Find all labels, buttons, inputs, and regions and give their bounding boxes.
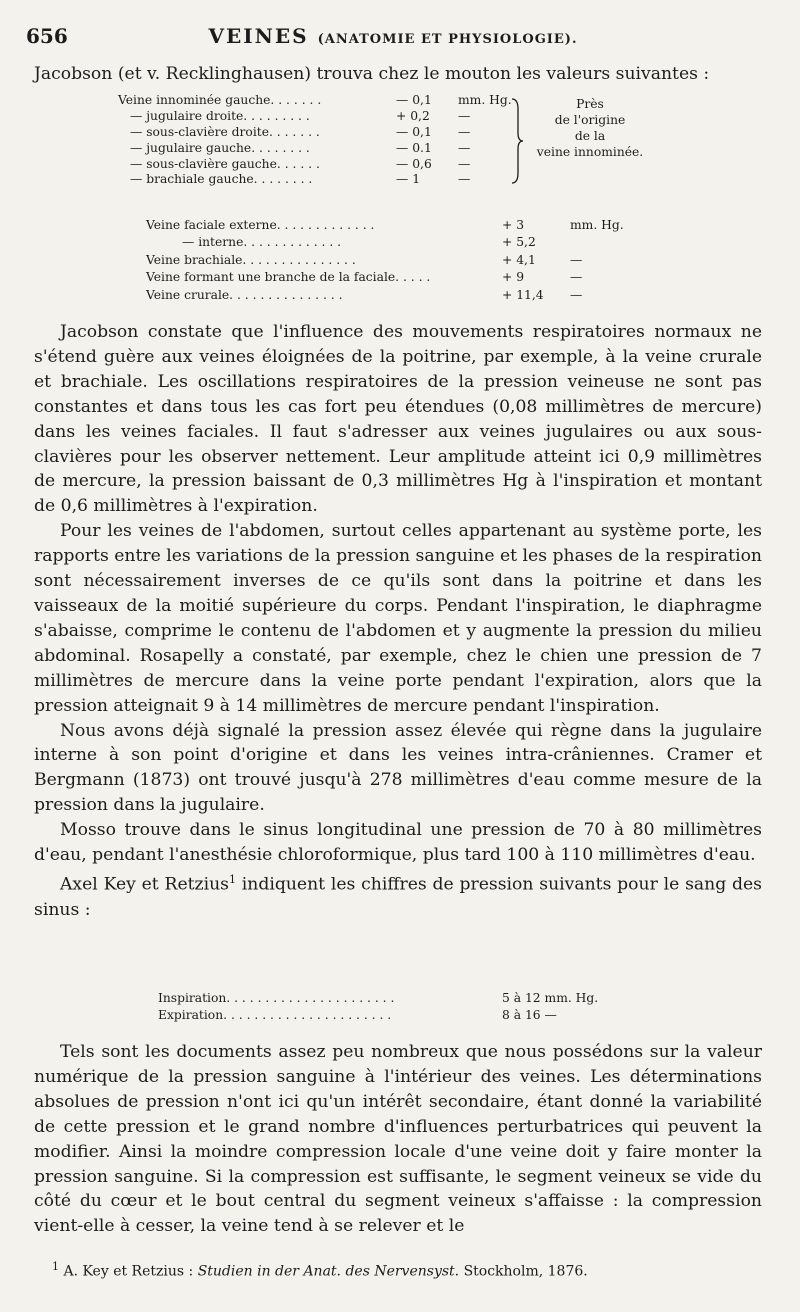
brace-note: [520, 97, 660, 161]
table-value: + 0,2: [396, 108, 430, 123]
table-label: — sous-clavière gauche. . . . . .: [130, 156, 320, 171]
brace-note-line: Près: [576, 97, 604, 111]
table-unit: —: [458, 156, 471, 171]
table-row: [146, 269, 666, 286]
table-unit: —: [570, 252, 583, 267]
paragraph-key-retzius: [34, 868, 762, 923]
table-value: + 9: [502, 270, 525, 285]
table-value: 5 à 12 mm. Hg.: [502, 991, 599, 1005]
table-mouton-pressions: [118, 93, 678, 188]
table-row: [158, 1007, 638, 1024]
final-text-block: [34, 1040, 762, 1239]
intro-text: Jacobson (et v. Recklinghausen) trouva chez le mouton les valeurs suivantes :: [34, 64, 710, 84]
paragraph-jugulaire: Nous avons déjà signalé la pression assez élevée qui règne dans la jugulaire interne à son point d'origine et dans les veines intra-crâniennes. Cramer et Bergmann (1873) ont trouvé jusqu'à 278 millimètres d'eau comme mesure de la pression dans la jugulaire.: [34, 720, 762, 816]
brace-note-line: de l'origine: [554, 112, 626, 127]
table-value: — 0,1: [396, 124, 432, 139]
table-value: — 0,1: [396, 93, 432, 107]
table-label: Veine formant une branche de la faciale. . . . .: [146, 270, 431, 285]
footnote-reference: 1: [228, 872, 236, 886]
table-value: — 0,6: [396, 156, 432, 171]
table-unit: —: [458, 140, 471, 155]
page-header: [26, 20, 760, 50]
table-unit: —: [570, 287, 583, 302]
table-label: — brachiale gauche. . . . . . . .: [130, 172, 313, 187]
table-label: — jugulaire gauche. . . . . . . .: [130, 140, 310, 155]
table-unit: —: [570, 270, 583, 285]
table-label: Expiration. . . . . . . . . . . . . . . . . . . . . .: [158, 1007, 392, 1022]
table-label: Veine brachiale. . . . . . . . . . . . . . .: [146, 252, 356, 267]
table-row: [146, 287, 666, 304]
footnote: [52, 1260, 772, 1280]
table-unit: —: [458, 108, 471, 123]
table-value: + 4,1: [502, 252, 536, 267]
table-value: 8 à 16 —: [502, 1007, 557, 1022]
table-label: Veine innominée gauche. . . . . . .: [118, 93, 322, 107]
running-title: [26, 24, 760, 48]
table-label: Inspiration. . . . . . . . . . . . . . . . . . . . . .: [158, 991, 395, 1005]
paragraph-conclusion: Tels sont les documents assez peu nombreux que nous possédons sur la valeur numérique de la pression sanguine à l'intérieur des veines. Les déterminations absolues de pression n'ont ici qu'un intérêt secondaire, étant donné la variabilité de cette pression et le grand nombre d'influences perturbatrices qui peuvent la modifier. Ainsi la moindre compression locale d'une veine doit y faire monter la pression sanguine. Si la compression est suffisante, le segment veineux se vide du côté du cœur et le bout central du segment veineux s'affaisse : la compression vient-elle à cesser, la veine tend à se relever et le: [34, 1042, 762, 1237]
table-row: [146, 217, 666, 234]
paragraph-respiration: Jacobson constate que l'influence des mouvements respiratoires normaux ne s'étend guère aux veines éloignées de la poitrine, par exemple, à la veine crurale et brachiale. Les oscillations respiratoires de la pression veineuse ne sont pas constantes et dans tous les cas fort peu étendues (0,08 millimètres de mercure) dans les veines faciales. Il faut s'adresser aux veines jugulaires ou aux sous-clavières pour les observer nettement. Leur amplitude atteint ici 0,9 millimètres de mercure, la pression baissant de 0,3 millimètres Hg à l'inspiration et montant de 0,6 millimètres à l'expiration.: [34, 322, 762, 517]
brace-note-line: de la: [574, 128, 606, 143]
footnote-authors: A. Key et Retzius :: [63, 1263, 198, 1280]
brace-note-line: veine innominée.: [536, 144, 644, 159]
table-value: + 11,4: [502, 287, 544, 302]
paragraph-mosso: Mosso trouve dans le sinus longitudinal une pression de 70 à 80 millimètres d'eau, pendant l'anesthésie chloroformique, plus tard 100 à 110 millimètres d'eau.: [34, 820, 762, 866]
table-unit: mm. Hg.: [458, 93, 512, 107]
main-text-block: [34, 320, 762, 922]
table-label: — sous-clavière droite. . . . . . .: [130, 124, 320, 139]
footnote-mark: 1: [52, 1260, 59, 1273]
page-number: 656: [26, 24, 68, 48]
table-row: [146, 252, 666, 269]
table-row: [146, 234, 666, 251]
table-label: — jugulaire droite. . . . . . . . .: [130, 108, 310, 123]
running-title-main: VEINES: [208, 24, 309, 48]
table-label: Veine faciale externe. . . . . . . . . . . . .: [146, 218, 375, 232]
table-veines-pressions: [146, 217, 666, 304]
paragraph-abdomen: Pour les veines de l'abdomen, surtout celles appartenant au système porte, les rapports entre les variations de la pression sanguine et les phases de la respiration sont nécessairement inverses de ce qu'ils sont dans la poitrine et dans les vaisseaux de la moitié supérieure du corps. Pendant l'inspiration, le diaphragme s'abaisse, comprime le contenu de l'abdomen et y augmente la pression du milieu abdominal. Rosapelly a constaté, par exemple, chez le chien une pression de 7 millimètres de mercure dans la veine porte pendant l'expiration, alors que la pression atteignait 9 à 14 millimètres de mercure pendant l'inspiration.: [34, 521, 762, 716]
intro-line: [34, 62, 762, 87]
key-retzius-text: indiquent les chiffres de pression suivants pour le sang des sinus :: [34, 874, 763, 920]
table-value: + 5,2: [502, 235, 536, 250]
table-value: — 0.1: [396, 140, 432, 155]
table-row: [158, 990, 638, 1007]
table-row: [118, 172, 678, 188]
table-label: Veine crurale. . . . . . . . . . . . . . .: [146, 287, 343, 302]
running-title-sub: (ANATOMIE ET PHYSIOLOGIE).: [317, 32, 578, 47]
table-label: — interne. . . . . . . . . . . . .: [182, 235, 342, 250]
table-value: + 3: [502, 218, 525, 232]
footnote-title: Studien in der Anat. des Nervensyst.: [197, 1263, 460, 1280]
key-retzius-authors: Axel Key et Retzius: [60, 874, 229, 895]
table-sinus-pressions: [158, 990, 638, 1023]
table-unit: mm. Hg.: [570, 218, 624, 232]
table-unit: —: [458, 124, 471, 139]
table-unit: —: [458, 172, 471, 187]
footnote-place: Stockholm, 1876.: [459, 1263, 588, 1280]
table-value: — 1: [396, 172, 421, 187]
